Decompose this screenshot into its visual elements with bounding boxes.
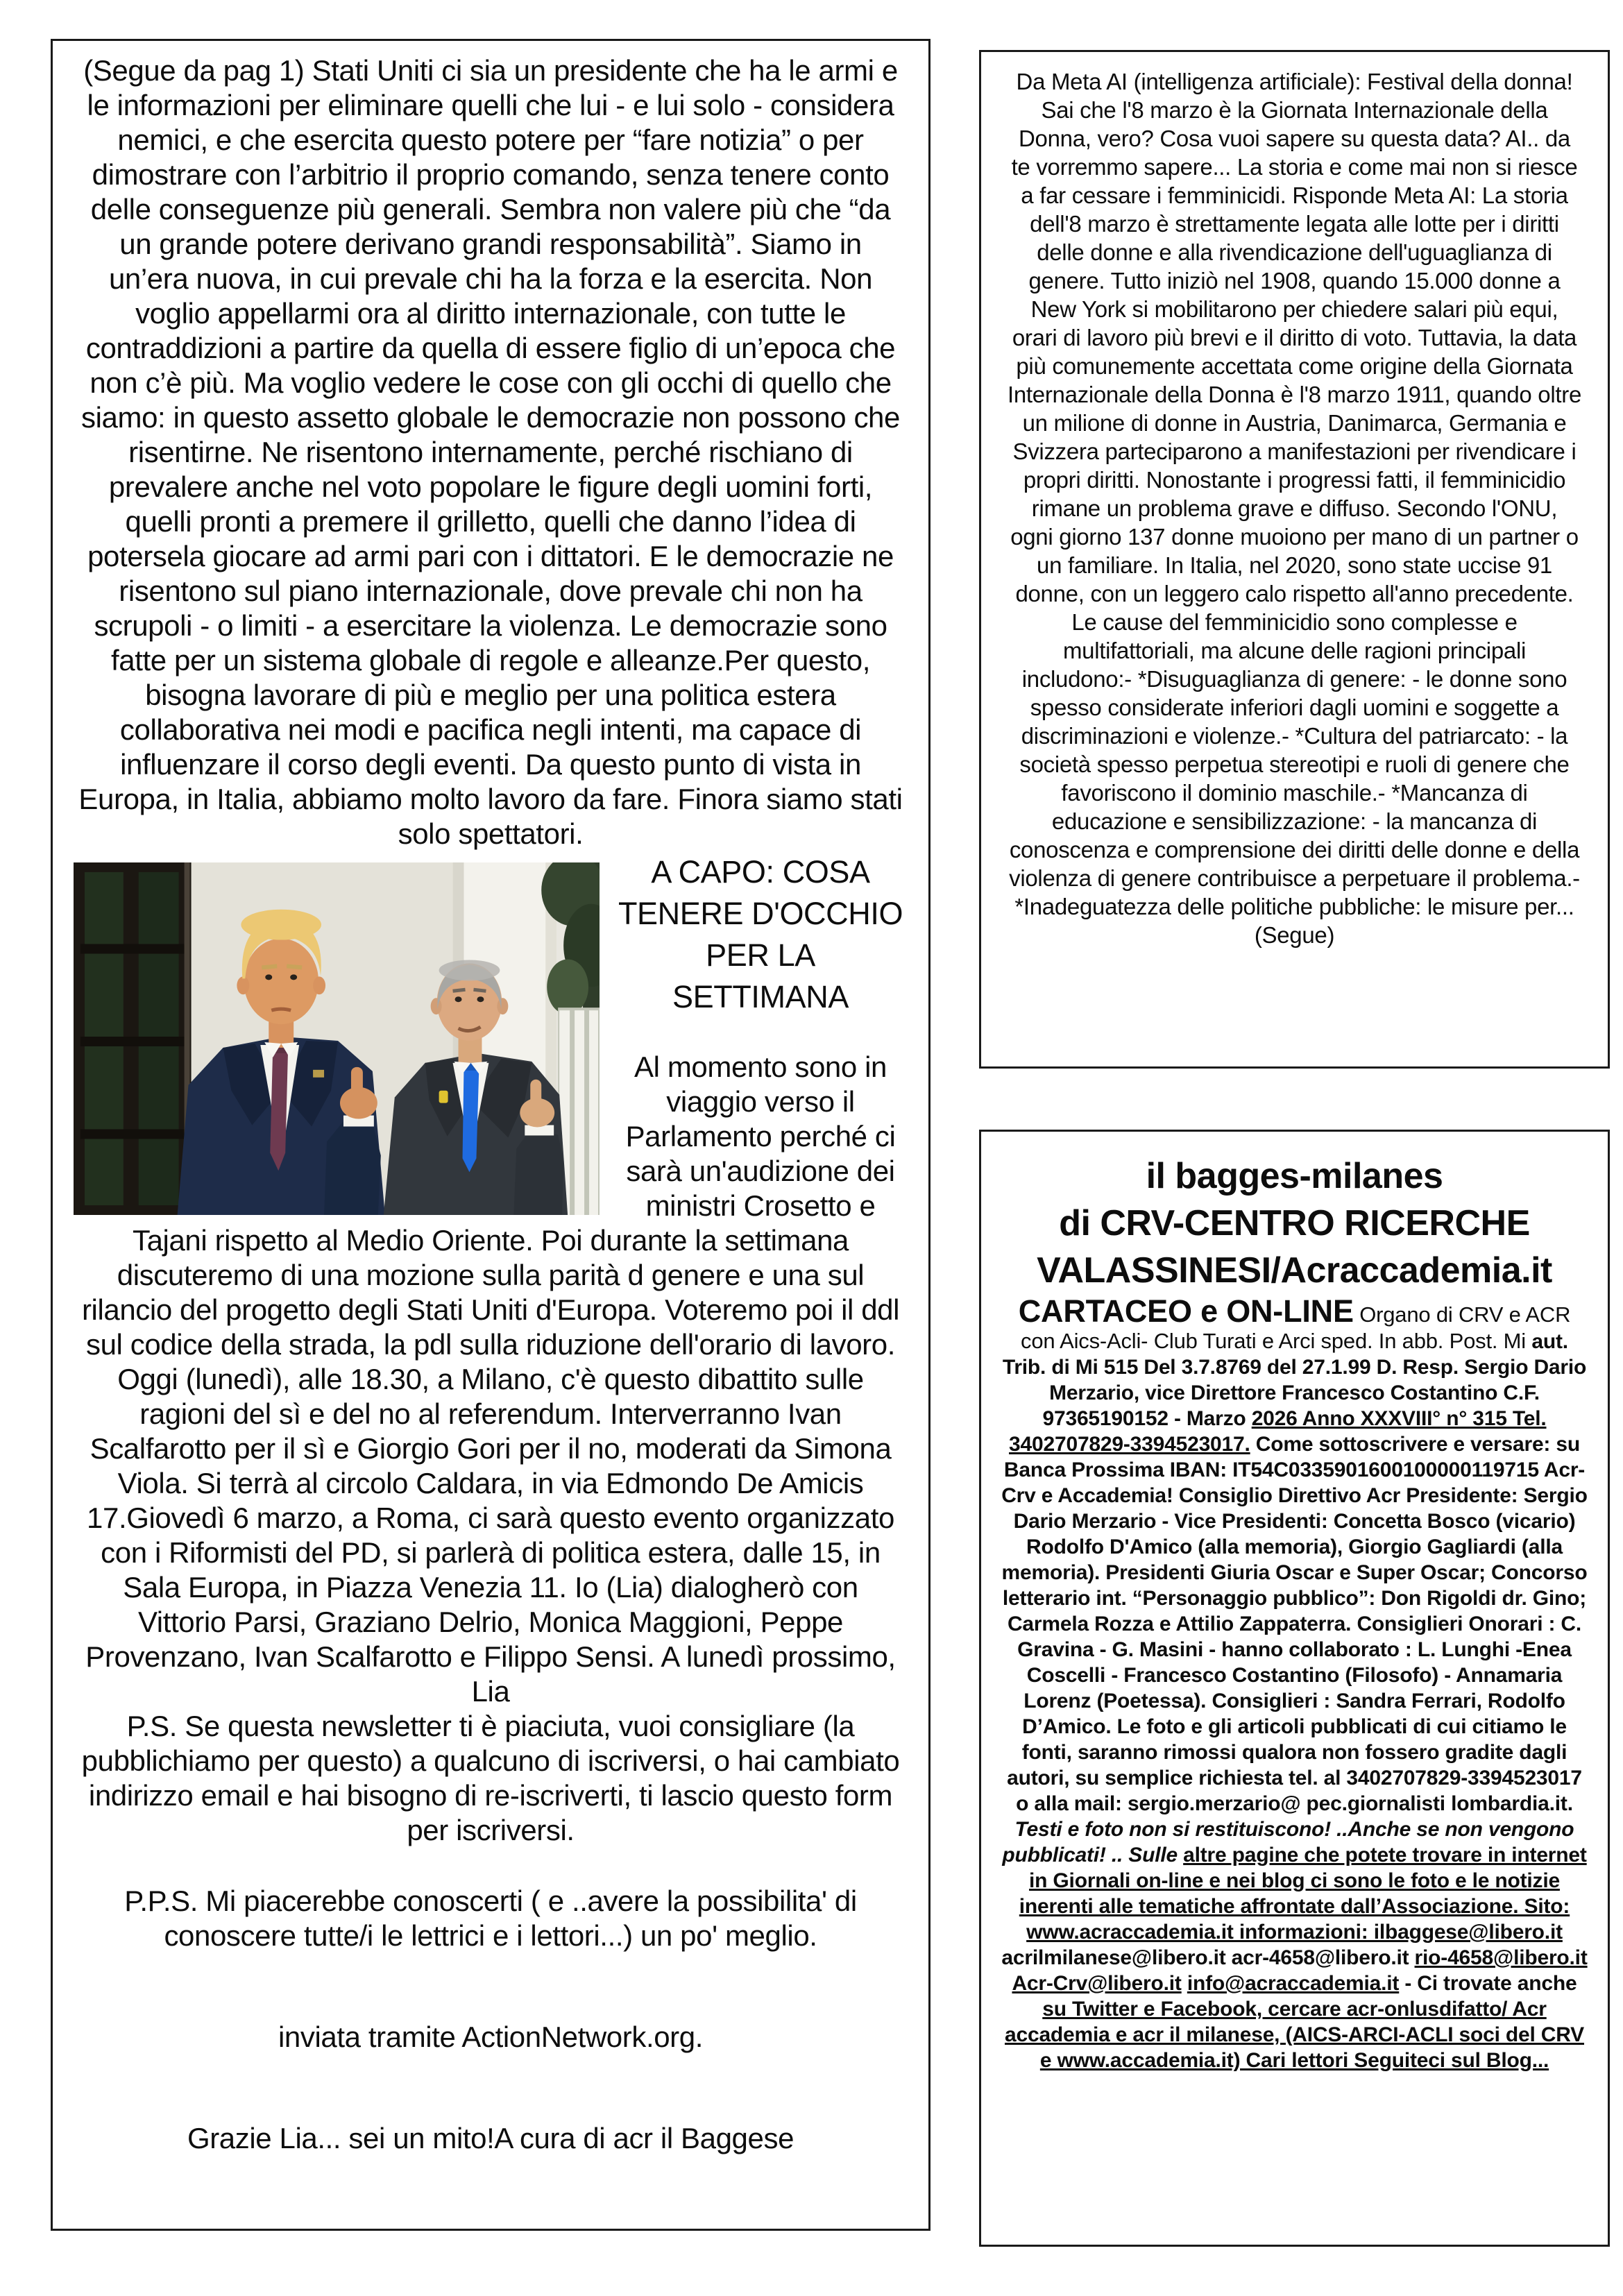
email-link-rio[interactable]: rio-4658@libero.it xyxy=(1414,1946,1588,1969)
social-links-text[interactable]: su Twitter e Facebook, cercare acr-onlusdifatto/ Acr accademia e acr il milanese, (AICS-ARCI-ACLI soci del CRV e www.accademia.it) Cari lettori Seguiteci sul Blog... xyxy=(1004,1998,1584,2072)
trump-netanyahu-photo xyxy=(74,862,600,1215)
authorization-text: aut. Trib. di Mi 515 Del 3.7.8769 del 27.1.99 D. Resp. Sergio Dario Merzario, vice Direttore Francesco Costantino C.F. 97365190152 - Marzo xyxy=(1002,1330,1587,1430)
email-link-info[interactable]: info@acraccademia.it xyxy=(1187,1972,1400,1995)
sent-via-note: inviata tramite ActionNetwork.org. xyxy=(278,2021,703,2053)
meta-ai-text: Da Meta AI (intelligenza artificiale): Festival della donna! Sai che l'8 marzo è la Giornata Internazionale della Donna, vero? Cosa vuoi sapere su questa data? AI.. da te vorremmo sapere... La storia e come mai non si riesce a far cessare i femminicidi. Risponde Meta AI: La storia dell'8 marzo è strettamente legata alle lotte per i diritti delle donne e alla rivendicazione dell'uguaglianza di genere. Tutto iniziò nel 1908, quando 15.000 donne a New York si mobilitarono per chiedere salari più equi, orari di lavoro più brevi e il diritto di voto. Tuttavia, la data più comunemente accettata come origine della Giornata Internazionale della Donna è l'8 marzo 1911, quando oltre un milione di donne in Austria, Danimarca, Germania e Svizzera parteciparono a manifestazioni per rivendicare i propri diritti. Nonostante i progressi fatti, il femminicidio rimane un problema grave e diffuso. Secondo l'ONU, ogni giorno 137 donne muoiono per mano di un partner o un familiare. In Italia, nel 2020, sono state uccise 91 donne, con un leggero calo rispetto all'anno precedente. Le cause del femminicidio sono complesse e multifattoriali, ma alcune delle ragioni principali includono:- *Disuguaglianza di genere: - le donne sono spesso considerate inferiori dagli uomini e soggette a discriminazioni e violenze.- *Cultura del patriarcato: - la società spesso perpetua stereotipi e ruoli di genere che favoriscono il dominio maschile.- *Mancanza di educazione e sensibilizzazione: - la mancanza di conoscenza e comprensione dei diritti delle donne e della violenza di genere contribuisce a perpetuare il problema.- *Inadeguatezza delle politiche pubbliche: le misure per... (Segue) xyxy=(1008,69,1581,948)
masthead-title-line: il bagges-milanes xyxy=(1146,1156,1443,1196)
masthead-title-line: di CRV-CENTRO RICERCHE xyxy=(1059,1203,1530,1243)
ci-trovate-text: - Ci trovate anche xyxy=(1399,1972,1577,1995)
ps-paragraph: P.S. Se questa newsletter ti è piaciuta, vuoi consigliare (la pubblichiamo per questo) a qualcuno di iscriversi, o hai cambiato indirizzo email e hai bisogno di re-iscriverti, ti lascio questo form per iscriversi. xyxy=(81,1710,900,1846)
article-paragraph-2: Al momento sono in viaggio verso il Parlamento perché ci sarà un'audizione dei ministri Crosetto e Tajani rispetto al Medio Oriente. Poi durante la settimana discuteremo di una mozione sulla parità d genere e una sul rilancio del progetto degli Stati Uniti d'Europa. Voteremo poi il ddl sul codice della strada, la pdl sulla riduzione dell'orario di lavoro. Oggi (lunedì), alle 18.30, a Milano, c'è questo dibattito sulle ragioni del sì e del no al referendum. Interverranno Ivan Scalfarotto per il sì e Giorgio Gori per il no, moderati da Simona Viola. Si terrà al circolo Caldara, in via Edmondo De Amicis 17.Giovedì 6 marzo, a Roma, ci sarà questo evento organizzato con i Riformisti del PD, si parlerà di politica estera, dalle 15, in Sala Europa, in Piazza Venezia 11. Io (Lia) dialogherò con Vittorio Parsi, Graziano Delrio, Monica Maggioni, Peppe Provenzano, Ivan Scalfarotto e Filippo Sensi. A lunedì prossimo, Lia xyxy=(81,1051,900,1708)
heading-line: PER LA SETTIMANA xyxy=(672,937,849,1014)
heading-line: A CAPO: COSA xyxy=(651,854,870,890)
left-article-box xyxy=(51,39,931,2231)
masthead-body xyxy=(999,1293,1590,2073)
email-link-acrcrv[interactable]: Acr-Crv@libero.it xyxy=(1012,1972,1182,1995)
site-links-text[interactable]: altre pagine che potete trovare in internet in Giornali on-line e nei blog ci sono le foto e le notizie inerenti alle tematiche affrontate dall’Associazione. Sito: www.acraccademia.it informazioni: ilbaggese@libero.it xyxy=(1019,1844,1587,1944)
closing-line: Grazie Lia... sei un mito!A cura di acr il Baggese xyxy=(187,2122,794,2154)
organo-text: Organo di CRV e ACR con Aics-Acli- Club Turati e Arci sped. In abb. Post. Mi xyxy=(1021,1302,1571,1353)
heading-line: TENERE D'OCCHIO xyxy=(618,896,903,931)
email-links-plain[interactable]: acrilmilanese@libero.it acr-4658@libero.it xyxy=(1001,1946,1415,1969)
photo-illustration xyxy=(74,862,600,1215)
masthead-box xyxy=(979,1130,1610,2247)
issue-number-text: 2026 Anno XXXVIII° n° 315 Tel. 3402707829-3394523017. xyxy=(1009,1407,1547,1456)
meta-ai-box xyxy=(979,50,1610,1069)
testi-foto-note: Testi e foto non si restituiscono! ..Anche se non vengono pubblicati! .. Sulle xyxy=(1002,1818,1574,1866)
cartaceo-label: CARTACEO e ON-LINE xyxy=(1018,1293,1354,1329)
masthead-title-line: VALASSINESI/Acraccademia.it xyxy=(1037,1250,1552,1291)
space xyxy=(1182,1972,1187,1995)
photo-door xyxy=(74,862,192,1215)
article-paragraph-1: (Segue da pag 1) Stati Uniti ci sia un presidente che ha le armi e le informazioni per eliminare quelli che lui - e lui solo - considera nemici, e che esercita questo potere per “fare notizia” o per dimostrare con l’arbitrio il proprio comando, senza tenere conto delle conseguenze più generali. Sembra non valere più che “da un grande potere derivano grandi responsabilità”. Siamo in un’era nuova, in cui prevale chi ha la forza e la esercita. Non voglio appellarmi ora al diritto internazionale, con tutte le contraddizioni a partire da quella di essere figlio di un’epoca che non c’è più. Ma voglio vedere le cose con gli occhi di quello che siamo: in questo assetto globale le democrazie non possono che risentirne. Ne risentono internamente, perché rischiano di prevalere anche nel voto popolare le figure degli uomini forti, quelli pronti a premere il grilletto, quelli che danno l’idea di potersela giocare ad armi pari con i dittatori. E le democrazie ne risentono sul piano internazionale, dove prevale chi non ha scrupoli - o limiti - a esercitare la violenza. Le democrazie sono fatte per un sistema globale di regole e alleanze.Per questo, bisogna lavorare di più e meglio per una politica estera collaborativa nei modi e pacifica negli intenti, ma capace di influenzare il corso degli eventi. Da questo punto di vista in Europa, in Italia, abbiamo molto lavoro da fare. Finora siamo stati solo spettatori. xyxy=(78,54,903,850)
masthead-title xyxy=(999,1153,1590,1294)
subscription-and-board-text: Come sottoscrivere e versare: su Banca Prossima IBAN: IT54C0335901600100000119715 Acr-Crv e Accademia! Consiglio Direttivo Acr Presidente: Sergio Dario Merzario - Vice Presidenti: Concetta Bosco (vicario) Rodolfo D'Amico (alla memoria), Giorgio Gagliardi (alla memoria). Presidenti Giuria Oscar e Super Oscar; Concorso letterario int. “Personaggio pubblico”: Don Rigoldi dr. Gino; Carmela Rozza e Attilio Zappaterra. Consiglieri Onorari : C. Gravina - G. Masini - hanno collaborato : L. Lunghi -Enea Coscelli - Francesco Costantino (Filosofo) - Annamaria Lorenz (Poetessa). Consiglieri : Sandra Ferrari, Rodolfo D’Amico. Le foto e gli articoli pubblicati di cui citiamo le fonti, saranno rimossi qualora non fossero gradite dagli autori, su semplice richiesta tel. al 3402707829-3394523017 o alla mail: sergio.merzario@ pec.giornalisti lombardia.it. xyxy=(1001,1433,1588,1815)
pps-paragraph: P.P.S. Mi piacerebbe conoscerti ( e ..avere la possibilita' di conoscere tutte/i le lettrici e i lettori...) un po' meglio. xyxy=(124,1885,857,1952)
